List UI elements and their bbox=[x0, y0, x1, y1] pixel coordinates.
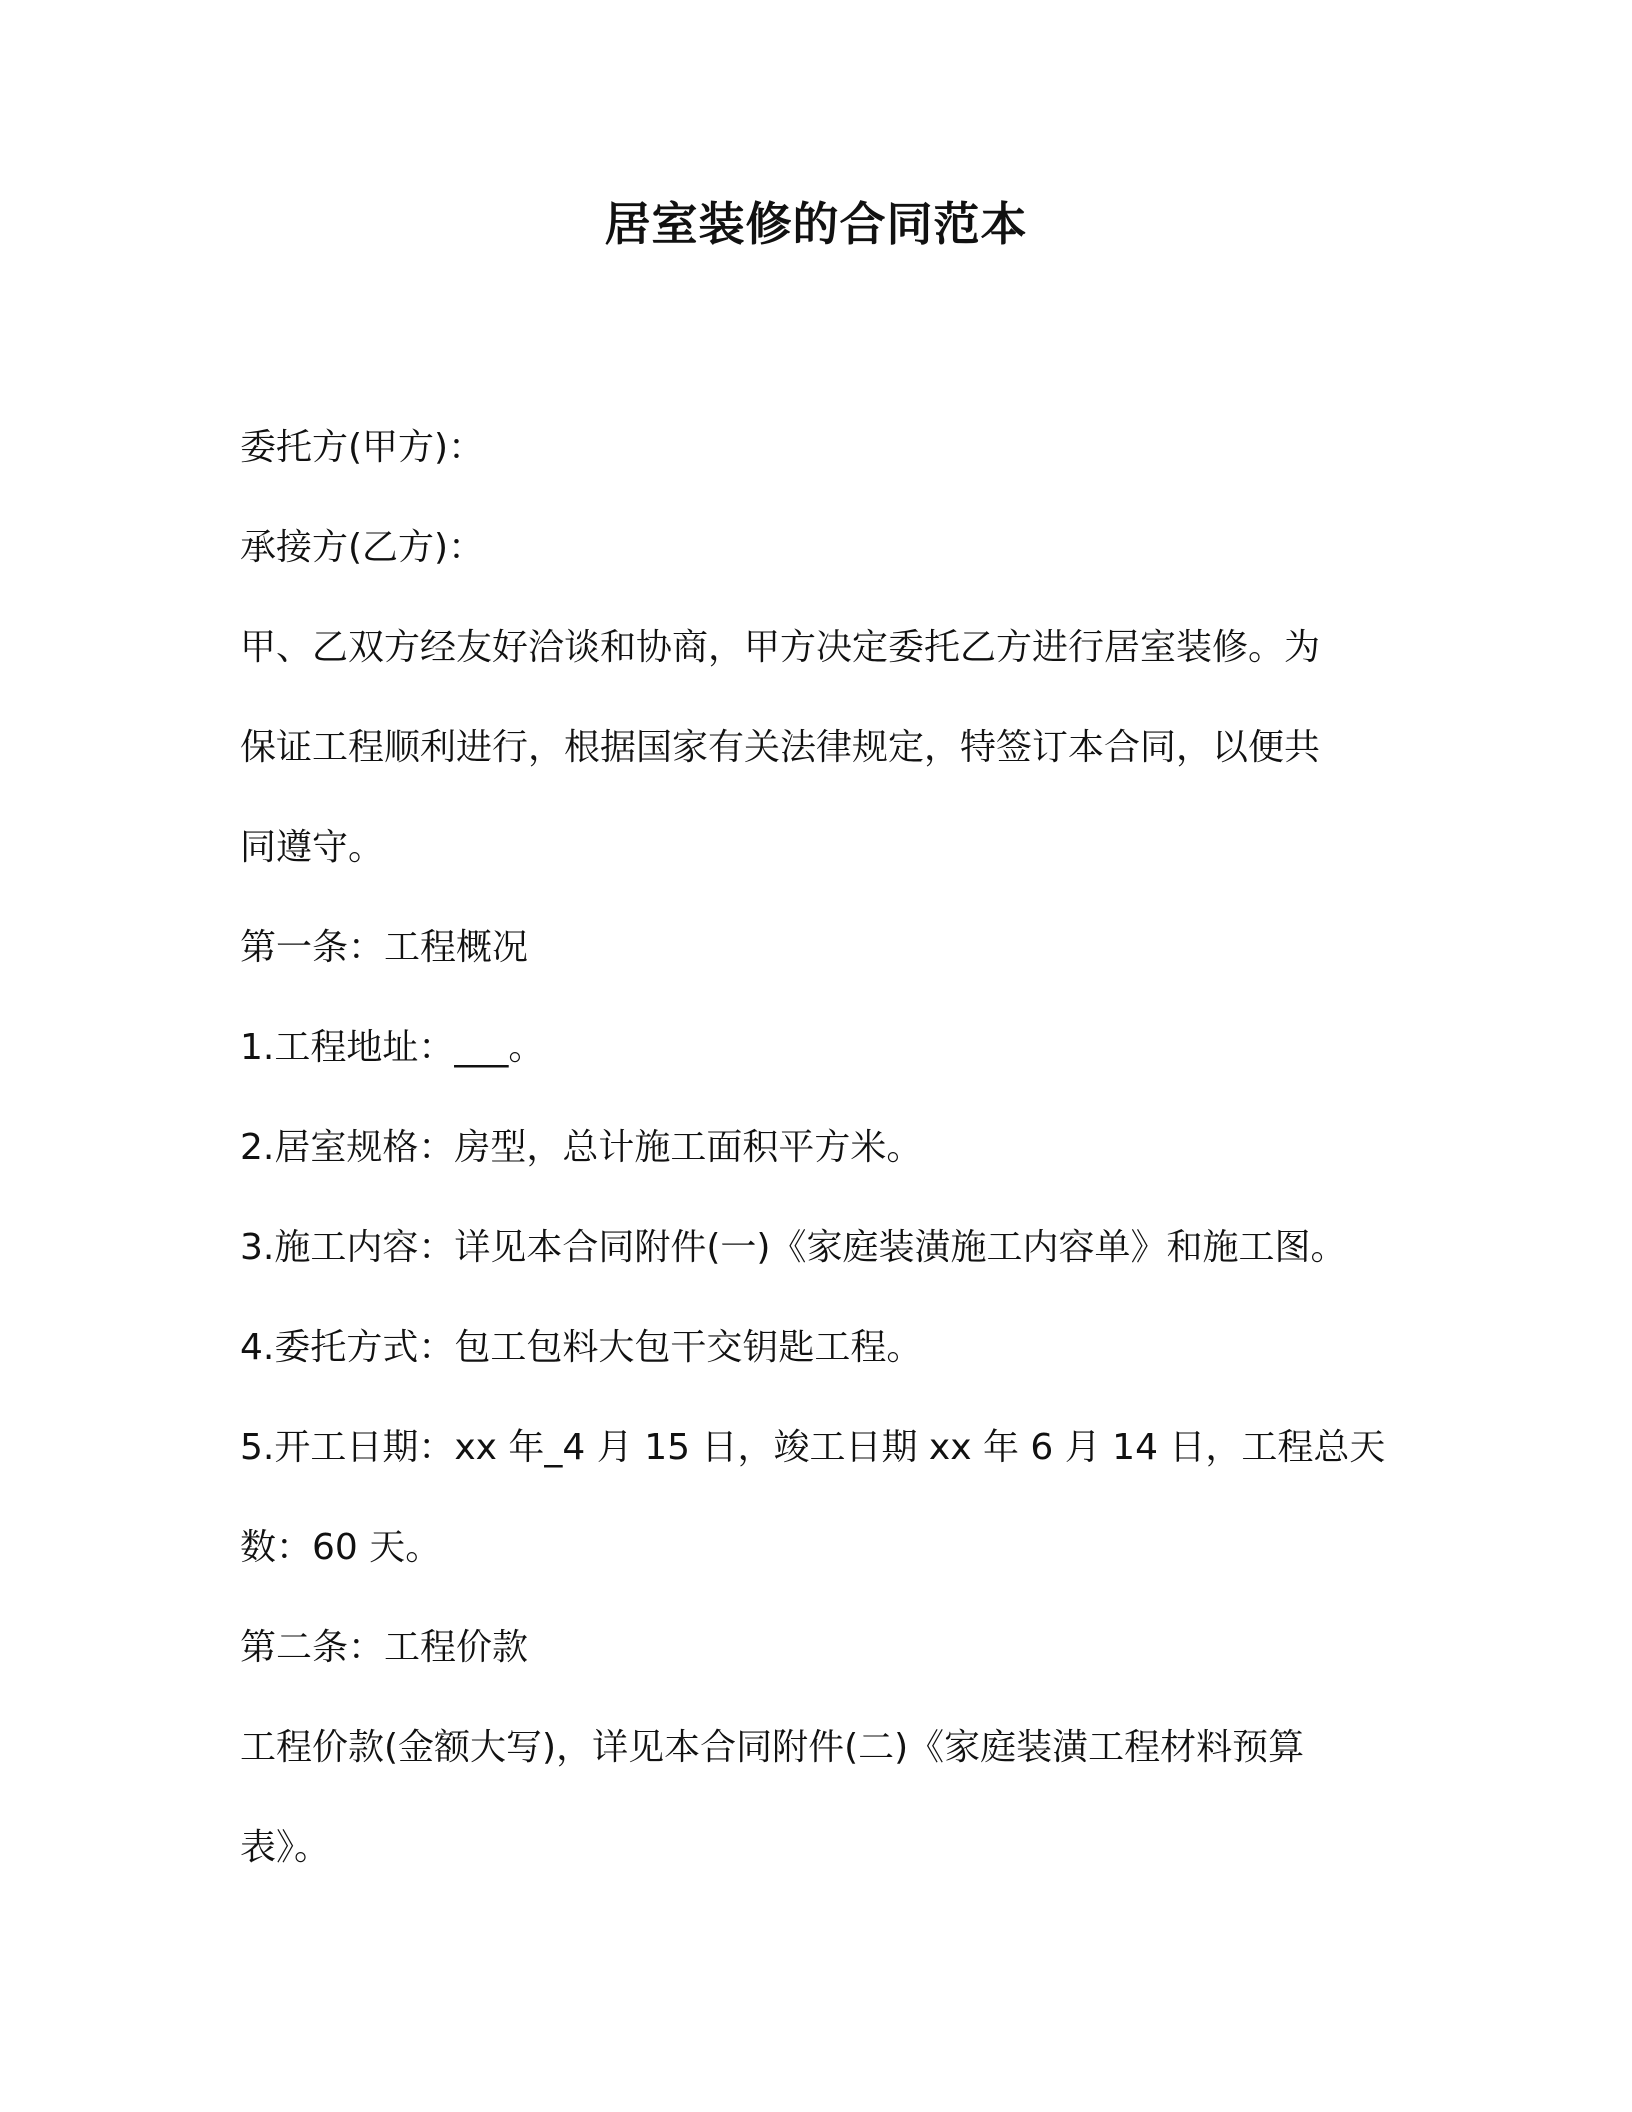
intro-line-3: 同遵守。 bbox=[240, 827, 385, 868]
intro-line-1: 甲、乙双方经友好洽谈和协商，甲方决定委托乙方进行居室装修。为 bbox=[240, 627, 1321, 668]
item-4-method: 4.委托方式：包工包料大包干交钥匙工程。 bbox=[240, 1327, 923, 1368]
article-1-heading: 第一条：工程概况 bbox=[240, 927, 529, 968]
item-3-content: 3.施工内容：详见本合同附件(一)《家庭装潢施工内容单》和施工图。 bbox=[240, 1227, 1347, 1268]
item-2-spec: 2.居室规格：房型，总计施工面积平方米。 bbox=[240, 1127, 923, 1168]
party-a-line: 委托方(甲方)： bbox=[240, 427, 485, 468]
item-5-dates-cont: 数：60 天。 bbox=[240, 1527, 442, 1568]
price-line-2: 表》。 bbox=[240, 1827, 331, 1868]
intro-line-2: 保证工程顺利进行，根据国家有关法律规定，特签订本合同，以便共 bbox=[240, 727, 1321, 768]
document-title: 居室装修的合同范本 bbox=[604, 197, 1028, 251]
article-2-heading: 第二条：工程价款 bbox=[240, 1627, 529, 1668]
party-b-line: 承接方(乙方)： bbox=[240, 527, 485, 568]
price-line-1: 工程价款(金额大写)，详见本合同附件(二)《家庭装潢工程材料预算 bbox=[240, 1727, 1305, 1768]
item-5-dates: 5.开工日期：xx 年_4 月 15 日，竣工日期 xx 年 6 月 14 日，工程总天 bbox=[240, 1427, 1386, 1468]
item-1-address: 1.工程地址：___。 bbox=[240, 1027, 545, 1068]
